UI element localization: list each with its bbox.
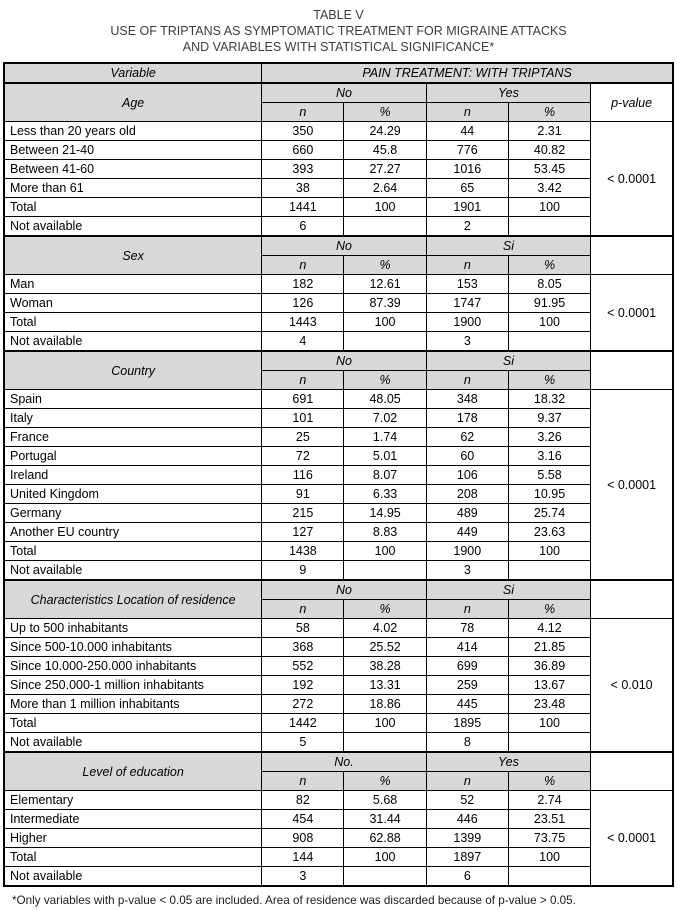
section-name: Characteristics Location of residence [4,580,262,619]
row-label: Not available [4,561,262,581]
no-pct-value: 100 [344,198,426,217]
row-label: United Kingdom [4,485,262,504]
no-pct-value: 100 [344,313,426,332]
p-value-cell: < 0.010 [591,619,673,753]
row-label: Man [4,275,262,294]
row-label: Since 10.000-250.000 inhabitants [4,657,262,676]
row-label: Less than 20 years old [4,122,262,141]
yes-n-value: 78 [426,619,508,638]
yes-pct-value: 10.95 [508,485,590,504]
no-n-value: 101 [262,409,344,428]
data-row [4,504,673,523]
no-pct-value: 5.01 [344,447,426,466]
no-n-value: 182 [262,275,344,294]
no-n-value: 72 [262,447,344,466]
data-row [4,867,673,887]
no-n-value: 368 [262,638,344,657]
yes-pct-value: 100 [508,542,590,561]
yes-n-value: 65 [426,179,508,198]
pct-header: % [344,772,426,791]
no-n-value: 58 [262,619,344,638]
row-label: Not available [4,867,262,887]
yes-n-value: 1900 [426,542,508,561]
pct-header: % [344,600,426,619]
yes-n-value: 3 [426,332,508,352]
row-label: Total [4,714,262,733]
no-group-header: No [262,236,426,256]
yes-pct-value [508,867,590,887]
yes-pct-value: 100 [508,714,590,733]
n-header: n [426,371,508,390]
yes-n-value: 1747 [426,294,508,313]
no-pct-value [344,332,426,352]
section-header-row [4,236,673,256]
yes-n-value: 445 [426,695,508,714]
section-header-row [4,580,673,600]
p-value-header: p-value [591,83,673,122]
no-pct-value: 8.83 [344,523,426,542]
row-label: Total [4,313,262,332]
data-row [4,561,673,581]
p-value-cell: < 0.0001 [591,275,673,352]
row-label: Germany [4,504,262,523]
yes-pct-value: 23.48 [508,695,590,714]
data-row [4,657,673,676]
no-pct-value [344,561,426,581]
no-group-header: No [262,83,426,103]
data-row [4,179,673,198]
no-n-value: 91 [262,485,344,504]
yes-pct-value: 3.26 [508,428,590,447]
data-row [4,829,673,848]
pct-header: % [344,103,426,122]
data-row [4,294,673,313]
data-row [4,390,673,409]
yes-n-value: 414 [426,638,508,657]
row-label: Since 250.000-1 million inhabitants [4,676,262,695]
no-pct-value: 27.27 [344,160,426,179]
no-n-value: 350 [262,122,344,141]
yes-pct-value: 8.05 [508,275,590,294]
no-n-value: 3 [262,867,344,887]
no-n-value: 5 [262,733,344,753]
row-label: More than 61 [4,179,262,198]
no-pct-value: 100 [344,542,426,561]
no-n-value: 38 [262,179,344,198]
yes-pct-value: 4.12 [508,619,590,638]
no-group-header: No [262,351,426,371]
no-pct-value: 2.64 [344,179,426,198]
no-pct-value [344,217,426,237]
yes-pct-value: 23.51 [508,810,590,829]
data-row [4,275,673,294]
yes-pct-value: 53.45 [508,160,590,179]
table-subtitle-line1: USE OF TRIPTANS AS SYMPTOMATIC TREATMENT FOR MIGRAINE ATTACKS [110,24,567,38]
data-row [4,733,673,753]
yes-n-value: 1897 [426,848,508,867]
row-label: Spain [4,390,262,409]
p-value-cell: < 0.0001 [591,390,673,581]
no-n-value: 126 [262,294,344,313]
no-n-value: 908 [262,829,344,848]
yes-pct-value: 40.82 [508,141,590,160]
no-n-value: 691 [262,390,344,409]
no-pct-value: 24.29 [344,122,426,141]
section-name: Country [4,351,262,390]
yes-pct-value: 3.16 [508,447,590,466]
yes-group-header: Yes [426,752,590,772]
no-n-value: 552 [262,657,344,676]
yes-n-value: 44 [426,122,508,141]
yes-pct-value: 100 [508,313,590,332]
data-row [4,695,673,714]
table-title: TABLE V [313,8,364,22]
data-row [4,409,673,428]
no-pct-value: 48.05 [344,390,426,409]
no-n-value: 127 [262,523,344,542]
no-n-value: 1442 [262,714,344,733]
no-n-value: 1438 [262,542,344,561]
data-row [4,332,673,352]
data-row [4,848,673,867]
no-n-value: 4 [262,332,344,352]
row-label: Italy [4,409,262,428]
yes-pct-value: 18.32 [508,390,590,409]
data-row [4,160,673,179]
data-row [4,122,673,141]
no-n-value: 25 [262,428,344,447]
no-pct-value: 1.74 [344,428,426,447]
yes-n-value: 776 [426,141,508,160]
data-row [4,466,673,485]
yes-n-value: 1399 [426,829,508,848]
data-row [4,141,673,160]
no-pct-value: 62.88 [344,829,426,848]
yes-group-header: Yes [426,83,590,103]
data-row [4,198,673,217]
row-label: France [4,428,262,447]
yes-pct-value: 5.58 [508,466,590,485]
row-label: Not available [4,332,262,352]
yes-pct-value: 73.75 [508,829,590,848]
no-pct-value: 100 [344,714,426,733]
p-value-cell: < 0.0001 [591,122,673,237]
yes-n-value: 153 [426,275,508,294]
section-header-row [4,351,673,371]
yes-pct-value: 100 [508,198,590,217]
row-label: Ireland [4,466,262,485]
row-label: More than 1 million inhabitants [4,695,262,714]
yes-pct-value [508,733,590,753]
yes-n-value: 699 [426,657,508,676]
no-n-value: 215 [262,504,344,523]
yes-pct-value [508,217,590,237]
n-header: n [262,256,344,275]
pct-header: % [344,256,426,275]
yes-n-value: 62 [426,428,508,447]
row-label: Between 21-40 [4,141,262,160]
empty-cell [591,580,673,619]
n-header: n [426,256,508,275]
yes-n-value: 208 [426,485,508,504]
yes-pct-value: 100 [508,848,590,867]
section-name: Age [4,83,262,122]
no-pct-value: 5.68 [344,791,426,810]
row-label: Up to 500 inhabitants [4,619,262,638]
yes-n-value: 52 [426,791,508,810]
section-header-row [4,752,673,772]
no-n-value: 1441 [262,198,344,217]
no-pct-value [344,733,426,753]
n-header: n [262,600,344,619]
yes-pct-value: 91.95 [508,294,590,313]
yes-pct-value: 21.85 [508,638,590,657]
no-n-value: 116 [262,466,344,485]
table-subtitle-line2: AND VARIABLES WITH STATISTICAL SIGNIFICANCE* [182,40,495,54]
yes-pct-value: 9.37 [508,409,590,428]
no-n-value: 660 [262,141,344,160]
no-n-value: 9 [262,561,344,581]
yes-n-value: 106 [426,466,508,485]
no-n-value: 144 [262,848,344,867]
yes-n-value: 1900 [426,313,508,332]
footnote: *Only variables with p-value < 0.05 are included. Area of residence was discarded because of p-value > 0.05. [12,894,576,907]
yes-n-value: 449 [426,523,508,542]
pct-header: % [508,600,590,619]
yes-n-value: 2 [426,217,508,237]
row-label: Another EU country [4,523,262,542]
yes-group-header: Si [426,351,590,371]
variable-header: Variable [4,63,262,83]
table-header-row [4,63,673,83]
yes-pct-value [508,332,590,352]
yes-n-value: 259 [426,676,508,695]
pct-header: % [508,256,590,275]
row-label: Total [4,848,262,867]
data-row [4,217,673,237]
no-n-value: 272 [262,695,344,714]
yes-n-value: 8 [426,733,508,753]
no-pct-value: 12.61 [344,275,426,294]
row-label: Portugal [4,447,262,466]
data-row [4,714,673,733]
row-label: Not available [4,733,262,753]
data-row [4,619,673,638]
empty-cell [591,351,673,390]
section-header-row [4,83,673,103]
yes-group-header: Si [426,236,590,256]
data-row [4,428,673,447]
yes-n-value: 60 [426,447,508,466]
yes-pct-value: 2.74 [508,791,590,810]
pct-header: % [344,371,426,390]
pct-header: % [508,371,590,390]
no-n-value: 6 [262,217,344,237]
no-pct-value: 6.33 [344,485,426,504]
n-header: n [262,103,344,122]
row-label: Woman [4,294,262,313]
yes-n-value: 1901 [426,198,508,217]
no-pct-value: 25.52 [344,638,426,657]
no-pct-value: 45.8 [344,141,426,160]
data-row [4,791,673,810]
no-n-value: 454 [262,810,344,829]
p-value-cell: < 0.0001 [591,791,673,887]
no-pct-value: 100 [344,848,426,867]
row-label: Between 41-60 [4,160,262,179]
row-label: Since 500-10.000 inhabitants [4,638,262,657]
pct-header: % [508,772,590,791]
no-pct-value: 13.31 [344,676,426,695]
n-header: n [426,772,508,791]
row-label: Elementary [4,791,262,810]
data-row [4,313,673,332]
yes-pct-value: 13.67 [508,676,590,695]
no-n-value: 82 [262,791,344,810]
row-label: Intermediate [4,810,262,829]
section-name: Sex [4,236,262,275]
yes-pct-value: 23.63 [508,523,590,542]
yes-n-value: 348 [426,390,508,409]
data-row [4,638,673,657]
yes-group-header: Si [426,580,590,600]
no-n-value: 192 [262,676,344,695]
yes-pct-value: 36.89 [508,657,590,676]
triptans-table [3,62,674,887]
title-block [0,0,677,55]
no-pct-value: 31.44 [344,810,426,829]
row-label: Higher [4,829,262,848]
data-row [4,447,673,466]
yes-n-value: 1016 [426,160,508,179]
row-label: Total [4,198,262,217]
n-header: n [262,772,344,791]
section-name: Level of education [4,752,262,791]
yes-pct-value: 3.42 [508,179,590,198]
no-pct-value: 8.07 [344,466,426,485]
yes-pct-value: 2.31 [508,122,590,141]
n-header: n [426,103,508,122]
no-pct-value: 14.95 [344,504,426,523]
data-row [4,485,673,504]
row-label: Not available [4,217,262,237]
n-header: n [262,371,344,390]
no-pct-value: 4.02 [344,619,426,638]
data-row [4,542,673,561]
no-n-value: 1443 [262,313,344,332]
treatment-header: PAIN TREATMENT: WITH TRIPTANS [262,63,673,83]
no-pct-value [344,867,426,887]
no-group-header: No. [262,752,426,772]
pct-header: % [508,103,590,122]
no-pct-value: 18.86 [344,695,426,714]
yes-n-value: 489 [426,504,508,523]
data-row [4,523,673,542]
yes-n-value: 178 [426,409,508,428]
no-pct-value: 7.02 [344,409,426,428]
empty-cell [591,752,673,791]
data-row [4,810,673,829]
yes-n-value: 446 [426,810,508,829]
data-row [4,676,673,695]
no-n-value: 393 [262,160,344,179]
no-pct-value: 38.28 [344,657,426,676]
yes-pct-value: 25.74 [508,504,590,523]
no-pct-value: 87.39 [344,294,426,313]
n-header: n [426,600,508,619]
row-label: Total [4,542,262,561]
yes-n-value: 1895 [426,714,508,733]
no-group-header: No [262,580,426,600]
empty-cell [591,236,673,275]
yes-pct-value [508,561,590,581]
yes-n-value: 3 [426,561,508,581]
yes-n-value: 6 [426,867,508,887]
